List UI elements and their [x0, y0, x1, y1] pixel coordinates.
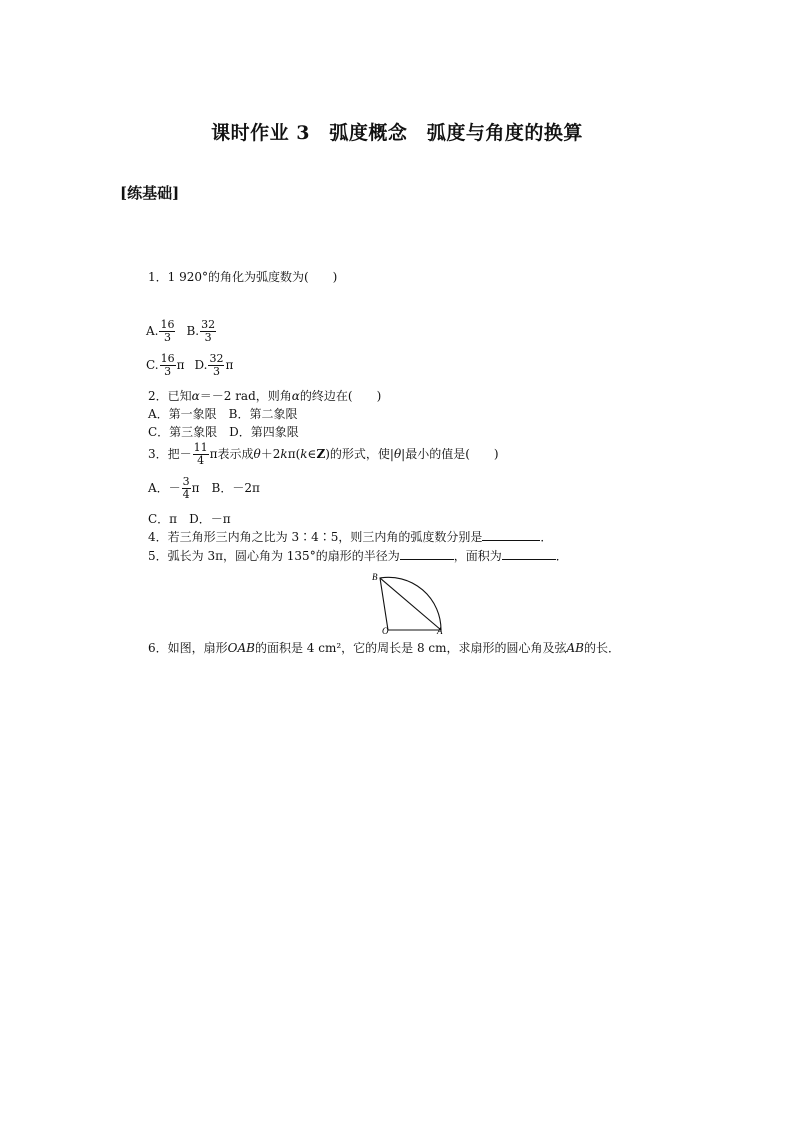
q2-text-mid: ＝－2 rad，则角	[199, 389, 292, 403]
q4-text: 4．若三角形三内角之比为 3∶4∶5，则三内角的弧度数分别是	[148, 530, 483, 544]
figure-label-o: O	[382, 626, 389, 636]
q4-answer-blank	[482, 540, 540, 541]
question-2-options-2: C．第三象限 D．第四象限	[148, 425, 299, 439]
q6-text-mid: 的面积是 4 cm²，它的周长是 8 cm，求扇形的圆心角及弦	[254, 641, 567, 655]
q3-theta-2: θ	[393, 447, 402, 462]
q3-option-a-pre: A．－	[148, 481, 181, 496]
q2-alpha: α	[191, 389, 200, 403]
q3-numerator: 11	[193, 441, 208, 454]
question-2-options-1: A．第一象限 B．第二象限	[148, 407, 298, 421]
q6-chord-name: AB	[566, 641, 584, 655]
q3-denominator: 4	[197, 453, 205, 467]
q5-area-blank	[502, 559, 556, 560]
chord-ab	[380, 578, 441, 630]
q3-theta: θ	[253, 447, 261, 462]
q5-text-mid: ，面积为	[453, 549, 502, 563]
question-2-stem	[148, 390, 381, 402]
q3-k: k	[280, 447, 288, 462]
option-b-denominator: 3	[204, 330, 212, 344]
q3-text-post1: )的形式，使|	[325, 447, 394, 462]
option-b-numerator: 32	[201, 318, 216, 331]
option-b-fraction	[200, 319, 216, 343]
option-a-denominator: 3	[163, 330, 171, 344]
question-1-options-ab	[146, 319, 217, 343]
option-d-suffix: π	[225, 358, 234, 373]
q3-option-a-denominator: 4	[182, 487, 190, 501]
option-d-label: D.	[194, 358, 208, 373]
q2-text-pre: 2．已知	[148, 389, 192, 403]
option-c-suffix: π	[176, 358, 185, 373]
figure-label-a: A	[437, 626, 443, 636]
option-c-denominator: 3	[164, 364, 172, 378]
question-3-stem	[148, 442, 499, 466]
q5-text-pre: 5．弧长为 3π，圆心角为 135°的扇形的半径为	[148, 549, 400, 563]
q3-in: ∈	[307, 447, 317, 462]
section-label: [练基础]	[120, 184, 180, 202]
q2-alpha-2: α	[291, 389, 300, 403]
page-title: 课时作业 3 弧度概念 弧度与角度的换算	[211, 122, 583, 144]
option-d-fraction	[208, 353, 224, 377]
q6-sector-name: OAB	[227, 641, 255, 655]
option-a-numerator: 16	[160, 318, 175, 331]
question-4	[148, 531, 552, 543]
q3-k-2: k	[300, 447, 308, 462]
q2-text-post: 的终边在( )	[299, 389, 382, 403]
q3-plus: ＋2	[260, 447, 281, 462]
q6-text-pre: 6．如图，扇形	[148, 641, 228, 655]
q6-text-post: 的长．	[584, 641, 621, 655]
figure-label-b: B	[372, 572, 378, 582]
option-d-numerator: 32	[209, 352, 224, 365]
option-c-fraction	[160, 353, 176, 377]
question-1-options-cd	[146, 353, 233, 377]
question-3-options-2: C．π D．－π	[148, 512, 231, 526]
q3-option-a-suffix: π B．－2π	[191, 481, 260, 496]
option-c-numerator: 16	[160, 352, 175, 365]
q4-end: ．	[540, 530, 553, 544]
q3-integers: Z	[316, 447, 326, 462]
sector-figure	[370, 568, 456, 636]
option-c-label: C.	[146, 358, 159, 373]
q3-text-post2: |最小的值是( )	[401, 447, 499, 462]
q3-option-a-fraction	[182, 476, 191, 500]
q3-option-a-numerator: 3	[182, 475, 190, 488]
q5-end: ．	[555, 549, 568, 563]
question-6	[120, 637, 680, 659]
option-d-denominator: 3	[212, 364, 220, 378]
q3-pi-paren: π(	[287, 447, 301, 462]
question-1-stem: 1．1 920°的角化为弧度数为( )	[148, 270, 338, 284]
q3-text-pre: 3．把－	[148, 447, 192, 462]
q5-radius-blank	[400, 559, 454, 560]
q3-fraction	[193, 442, 209, 466]
question-3-options-1	[148, 476, 260, 500]
option-a-fraction	[159, 319, 175, 343]
option-a-label: A.	[146, 324, 159, 339]
option-b-label: B.	[186, 324, 200, 339]
question-5	[148, 550, 568, 562]
q3-text-pi: π表示成	[209, 447, 254, 462]
